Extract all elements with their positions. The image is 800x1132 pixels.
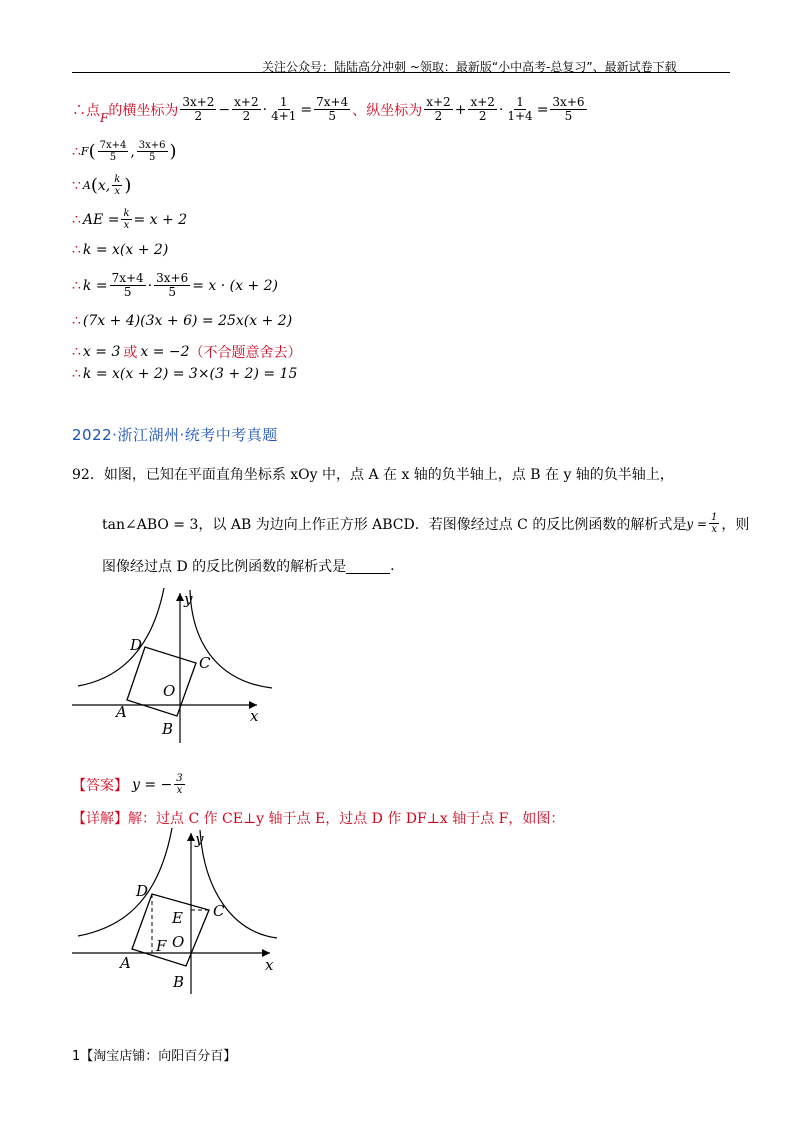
x-coord-expression: $\frac{3x+2}{2}$ − $\frac{x+2}{2}$ · $\frac{1}{4+1}$ = $\frac{7x+4}{5}$	[182, 95, 349, 123]
solution-line-9: ∴ k = x(x + 2) = 3×(3 + 2) = 15	[72, 366, 298, 382]
fig2-label-b: B	[173, 973, 185, 991]
header-rule	[72, 72, 730, 73]
x-coord-label: 的横坐标为	[108, 102, 179, 119]
solution-line-5: ∴ k = x(x + 2)	[72, 242, 169, 258]
solution-line-2: ∴ F ( $\frac{7x+4}{5}$ , $\frac{3x+6}{5}$ )	[72, 140, 177, 163]
y-coord-label: 、纵坐标为	[352, 102, 423, 119]
page-header: 关注公众号：陆陆高分冲刺 ~领取：最新版“小中高考-总复习”、最新试卷下载	[262, 60, 677, 74]
point-f: F	[100, 110, 109, 125]
answer-line: 【答案】 y = − $\frac{3}{x}$	[72, 773, 183, 796]
question-line-3: 图像经过点 D 的反比例函数的解析式是 .	[102, 558, 395, 575]
solution-line-6: ∴ k = $\frac{7x+4}{5}$ · $\frac{3x+6}{5}$ = x · (x + 2)	[72, 271, 279, 299]
fig1-label-y: y	[184, 590, 193, 608]
section-title: 2022·浙江湖州·统考中考真题	[72, 426, 278, 444]
fig1-label-b: B	[162, 720, 174, 738]
fig2-label-e: E	[172, 909, 183, 927]
solution-line-3: ∵ A ( x, $\frac{k}{x}$ )	[72, 174, 132, 197]
fig2-label-a: A	[120, 954, 131, 972]
page-footer: 1【淘宝店铺：向阳百分百】	[72, 1049, 237, 1064]
fig2-label-x: x	[265, 956, 274, 974]
question-line-1: 92．如图，已知在平面直角坐标系 xOy 中，点 A 在 x 轴的负半轴上，点 B 在 y 轴的负半轴上，	[72, 467, 674, 483]
fig2-label-f: F	[156, 937, 167, 955]
figure-2	[72, 828, 282, 996]
fig1-label-x: x	[250, 707, 259, 725]
fig1-label-d: D	[130, 636, 143, 654]
fig2-label-d: D	[136, 882, 149, 900]
solution-line-7: ∴ (7x + 4)(3x + 6) = 25x(x + 2)	[72, 313, 293, 329]
detail-line: 【详解】 解：过点 C 作 CE⊥y 轴于点 E，过点 D 作 DF⊥x 轴于点 F，如图：	[72, 811, 565, 827]
solution-line-4: ∴ AE = $\frac{k}{x}$ = x + 2	[72, 208, 188, 231]
fig2-label-y: y	[195, 830, 204, 848]
solution-line-1	[72, 96, 589, 123]
therefore-point: ∴点	[72, 102, 100, 119]
fig2-label-o: O	[172, 933, 185, 951]
fig1-label-o: O	[163, 682, 176, 700]
fig1-label-a: A	[116, 703, 127, 721]
figure-1	[72, 588, 272, 748]
y-coord-expression: $\frac{x+2}{2}$ + $\frac{x+2}{2}$ · $\frac{1}{1+4}$ = $\frac{3x+6}{5}$	[426, 95, 585, 123]
fig2-label-c: C	[213, 902, 225, 920]
answer-blank	[346, 559, 390, 574]
fig1-label-c: C	[199, 654, 211, 672]
solution-line-8: ∴ x = 3 或 x = −2 （不合题意舍去）	[72, 344, 302, 361]
question-line-2: tan∠ABO = 3，以 AB 为边向上作正方形 ABCD．若图像经过点 C 的反比例函数的解析式是 y = $\frac{1}{x}$ ，则	[102, 512, 750, 535]
